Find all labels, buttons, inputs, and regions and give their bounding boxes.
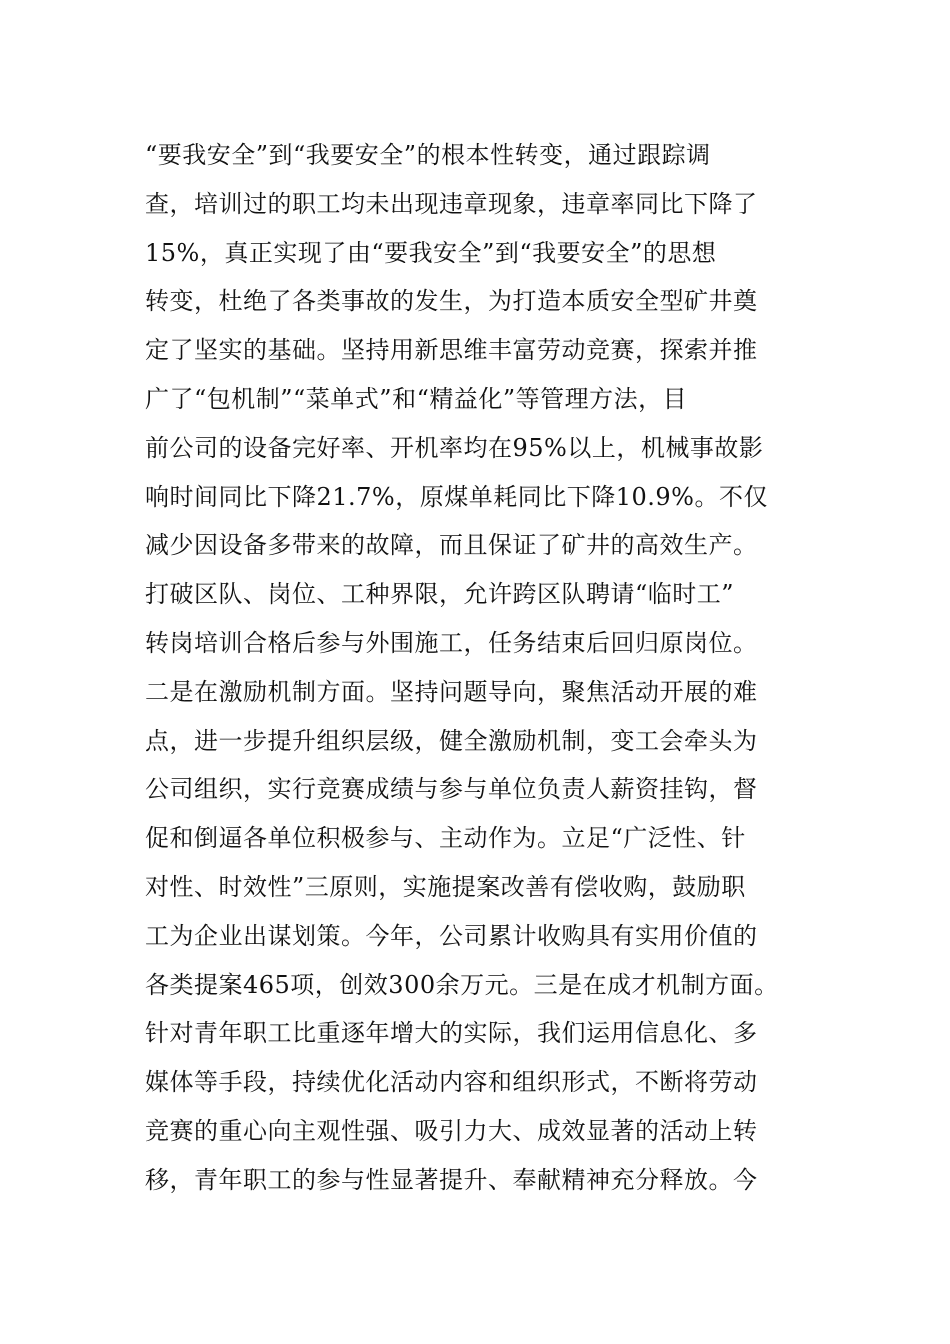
text-line-13: 点，进一步提升组织层级，健全激励机制，变工会牵头为 — [145, 726, 758, 755]
text-line-19: 针对青年职工比重逐年增大的实际，我们运用信息化、多 — [145, 1019, 758, 1048]
text-line-12: 二是在激励机制方面。坚持问题导向，聚焦活动开展的难 — [145, 677, 758, 706]
text-line-15: 促和倒逼各单位积极参与、主动作为。立足“广泛性、针 — [145, 824, 746, 853]
body-text — [145, 131, 815, 1205]
text-line-4: 转变，杜绝了各类事故的发生，为打造本质安全型矿井奠 — [145, 287, 758, 316]
text-line-7: 前公司的设备完好率、开机率均在95%以上，机械事故影 — [145, 433, 764, 462]
text-line-6: 广了“包机制”“菜单式”和“精益化”等管理方法，目 — [145, 384, 688, 413]
text-line-22: 移，青年职工的参与性显著提升、奉献精神充分释放。今 — [145, 1165, 758, 1194]
text-line-20: 媒体等手段，持续优化活动内容和组织形式，不断将劳动 — [145, 1068, 758, 1097]
text-line-5: 定了坚实的基础。坚持用新思维丰富劳动竞赛，探索并推 — [145, 336, 758, 365]
text-line-21: 竞赛的重心向主观性强、吸引力大、成效显著的活动上转 — [145, 1116, 758, 1145]
text-line-18: 各类提案465项，创效300余万元。三是在成才机制方面。 — [145, 970, 779, 999]
text-line-17: 工为企业出谋划策。今年，公司累计收购具有实用价值的 — [145, 921, 758, 950]
text-line-8: 响时间同比下降21.7%，原煤单耗同比下降10.9%。不仅 — [145, 482, 768, 511]
text-line-14: 公司组织，实行竞赛成绩与参与单位负责人薪资挂钩，督 — [145, 775, 758, 804]
text-line-1: “要我安全”到“我要安全”的根本性转变，通过跟踪调 — [145, 141, 711, 169]
text-line-3: 15%，真正实现了由“要我安全”到“我要安全”的思想 — [145, 238, 717, 267]
text-line-16: 对性、时效性”三原则，实施提案改善有偿收购，鼓励职 — [145, 872, 746, 901]
text-line-11: 转岗培训合格后参与外围施工，任务结束后回归原岗位。 — [145, 628, 758, 657]
text-line-9: 减少因设备多带来的故障，而且保证了矿井的高效生产。 — [145, 531, 758, 560]
text-line-2: 查，培训过的职工均未出现违章现象，违章率同比下降了 — [145, 189, 758, 218]
text-line-10: 打破区队、岗位、工种界限，允许跨区队聘请“临时工” — [145, 580, 735, 609]
